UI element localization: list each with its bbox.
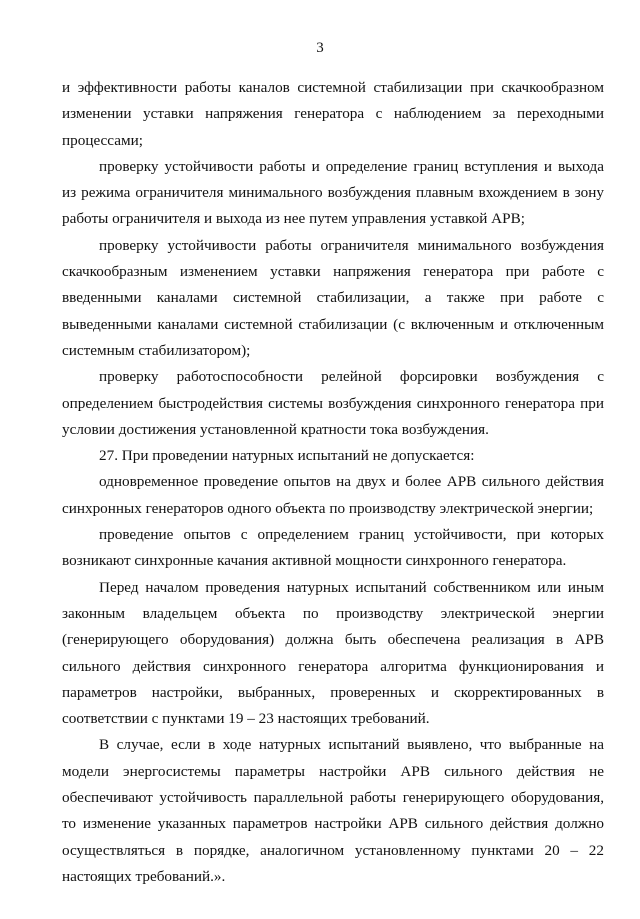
paragraph-if-tests-reveal: В случае, если в ходе натурных испытаний выявлено, что выбранные на модели энергосистемы параметры настройки АРВ сильного действия не обеспечивают устойчивость параллельной работы генерирующего оборудования, то изменение указанных параметров настройки АРВ сильного действия должно осуществляться в порядке, аналогичном установленному пунктами 20 – 22 настоящих требований.». <box>62 736 604 885</box>
document-body <box>62 75 604 890</box>
paragraph-item-27: 27. При проведении натурных испытаний не допускается: <box>99 447 475 465</box>
paragraph-limiter-stability-check: проверку устойчивости работы ограничителя минимального возбуждения скачкообразным изменением уставки напряжения генератора при работе с введенными каналами системной стабилизации, а также при работе с выведенными каналами системной стабилизации (с включенным и отключенным системным стабилизатором); <box>62 236 604 359</box>
paragraph-stability-boundary-tests: проведение опытов с определением границ устойчивости, при которых возникают синхронные качания активной мощности синхронного генератора. <box>62 526 604 570</box>
paragraph-before-tests: Перед началом проведения натурных испытаний собственником или иным законным владельцем объекта по производству электрической энергии (генерирующего оборудования) должна быть обеспечена реализация в АРВ сильного действия синхронного генератора алгоритма функционирования и параметров настройки, выбранных, проверенных и скорректированных в соответствии с пунктами 19 – 23 настоящих требований. <box>62 578 604 728</box>
paragraph-min-excitation-limiter-check: проверку устойчивости работы и определение границ вступления и выхода из режима ограничителя минимального возбуждения плавным вхождением в зону работы ограничителя и выхода из нее путем управления уставкой АРВ; <box>62 157 604 228</box>
paragraph-simultaneous-tests: одновременное проведение опытов на двух и более АРВ сильного действия синхронных генераторов одного объекта по производству электрической энергии; <box>62 473 604 517</box>
page-number: 3 <box>316 40 324 56</box>
paragraph-continuation: и эффективности работы каналов системной стабилизации при скачкообразном изменении уставки напряжения генератора с наблюдением за переходными процессами; <box>62 79 604 149</box>
paragraph-relay-forcing-check: проверку работоспособности релейной форсировки возбуждения с определением быстродействия системы возбуждения синхронного генератора при условии достижения установленной кратности тока возбуждения. <box>62 368 604 438</box>
